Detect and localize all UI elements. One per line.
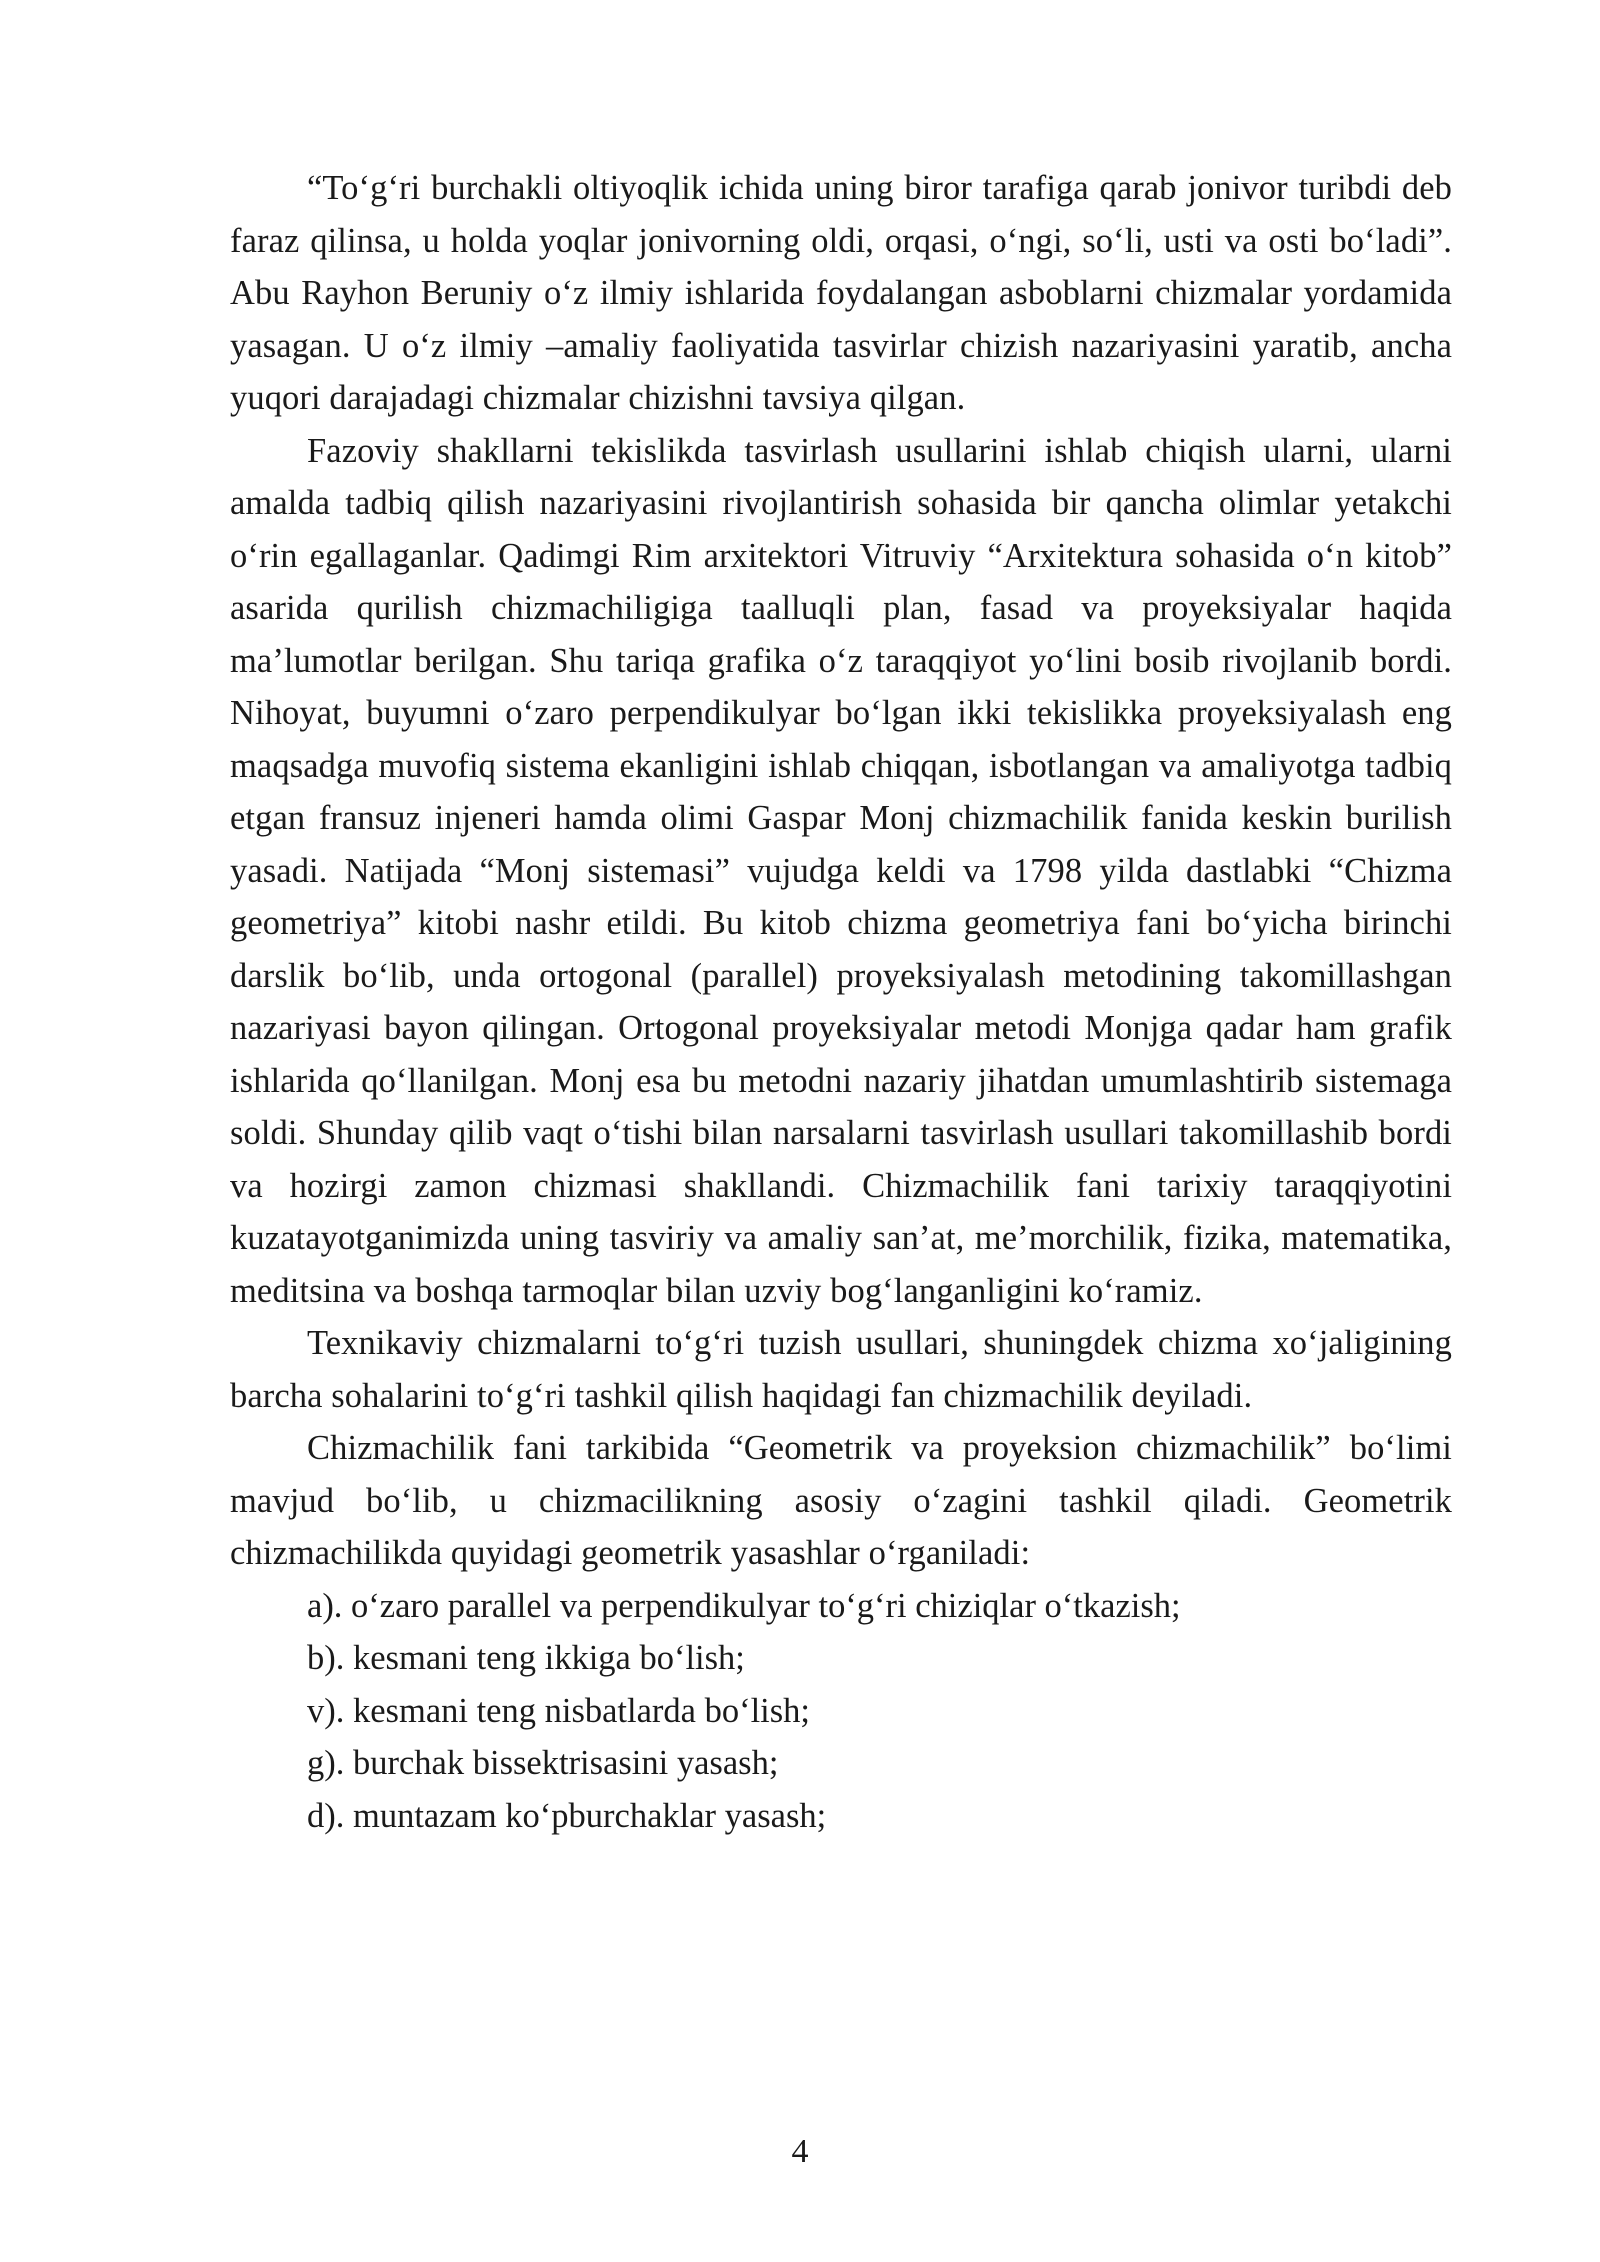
construction-list <box>230 1580 1452 1843</box>
paragraph: Texnikaviy chizmalarni to‘g‘ri tuzish usullari, shuningdek chizma xo‘jaligining barcha sohalarini to‘g‘ri tashkil qilish haqidagi fan chizmachilik deyiladi. <box>230 1324 1452 1415</box>
paragraph: Chizmachilik fani tarkibida “Geometrik va proyeksion chizmachilik” bo‘limi mavjud bo‘lib, u chizmacilikning asosiy o‘zagini tashkil qiladi. Geometrik chizmachilikda quyidagi geometrik yasashlar o‘rganiladi: <box>230 1429 1452 1572</box>
list-item: v). kesmani teng nisbatlarda bo‘lish; <box>307 1691 811 1730</box>
page-number: 4 <box>791 2133 809 2170</box>
paragraph: “To‘g‘ri burchakli oltiyoqlik ichida uning biror tarafiga qarab jonivor turibdi deb faraz qilinsa, u holda yoqlar jonivorning oldi, orqasi, o‘ngi, so‘li, usti va osti bo‘ladi”. Abu Rayhon Beruniy o‘z ilmiy ishlarida foydalangan asboblarni chizmalar yordamida yasagan. U o‘z ilmiy –amaliy faoliyatida tasvirlar chizish nazariyasini yaratib, ancha yuqori darajadagi chizmalar chizishni tavsiya qilgan. <box>230 169 1452 417</box>
paragraph: Fazoviy shakllarni tekislikda tasvirlash usullarini ishlab chiqish ularni, ularni amalda tadbiq qilish nazariyasini rivojlantirish sohasida bir qancha olimlar yetakchi o‘rin egallaganlar. Qadimgi Rim arxitektori Vitruviy “Arxitektura sohasida o‘n kitob” asarida qurilish chizmachiligiga taalluqli plan, fasad va proyeksiyalar haqida ma’lumotlar berilgan. Shu tariqa grafika o‘z taraqqiyot yo‘lini bosib rivojlanib bordi. Nihoyat, buyumni o‘zaro perpendikulyar bo‘lgan ikki tekislikka proyeksiyalash eng maqsadga muvofiq sistema ekanligini ishlab chiqqan, isbotlangan va amaliyotga tadbiq etgan fransuz injeneri hamda olimi Gaspar Monj chizmachilik fanida keskin burilish yasadi. Natijada “Monj sistemasi” vujudga keldi va 1798 yilda dastlabki “Chizma geometriya” kitobi nashr etildi. Bu kitob chizma geometriya fani bo‘yicha birinchi darslik bo‘lib, unda ortogonal (parallel) proyeksiyalash metodining takomillashgan nazariyasi bayon qilingan. Ortogonal proyeksiyalar metodi Monjga qadar ham grafik ishlarida qo‘llanilgan. Monj esa bu metodni nazariy jihatdan umumlashtirib sistemaga soldi. Shunday qilib vaqt o‘tishi bilan narsalarni tasvirlash usullari takomillashib bordi va hozirgi zamon chizmasi shakllandi. Chizmachilik fani tarixiy taraqqiyotini kuzatayotganimizda uning tasviriy va amaliy san’at, me’morchilik, fizika, matematika, meditsina va boshqa tarmoqlar bilan uzviy bog‘langanligini ko‘ramiz. <box>230 431 1452 1310</box>
list-item: a). o‘zaro parallel va perpendikulyar to‘g‘ri chiziqlar o‘tkazish; <box>307 1586 1181 1625</box>
list-item: d). muntazam ko‘pburchaklar yasash; <box>307 1796 827 1835</box>
document-body <box>230 162 1452 1842</box>
list-item: b). kesmani teng ikkiga bo‘lish; <box>307 1639 745 1677</box>
list-item: g). burchak bissektrisasini yasash; <box>307 1744 779 1782</box>
